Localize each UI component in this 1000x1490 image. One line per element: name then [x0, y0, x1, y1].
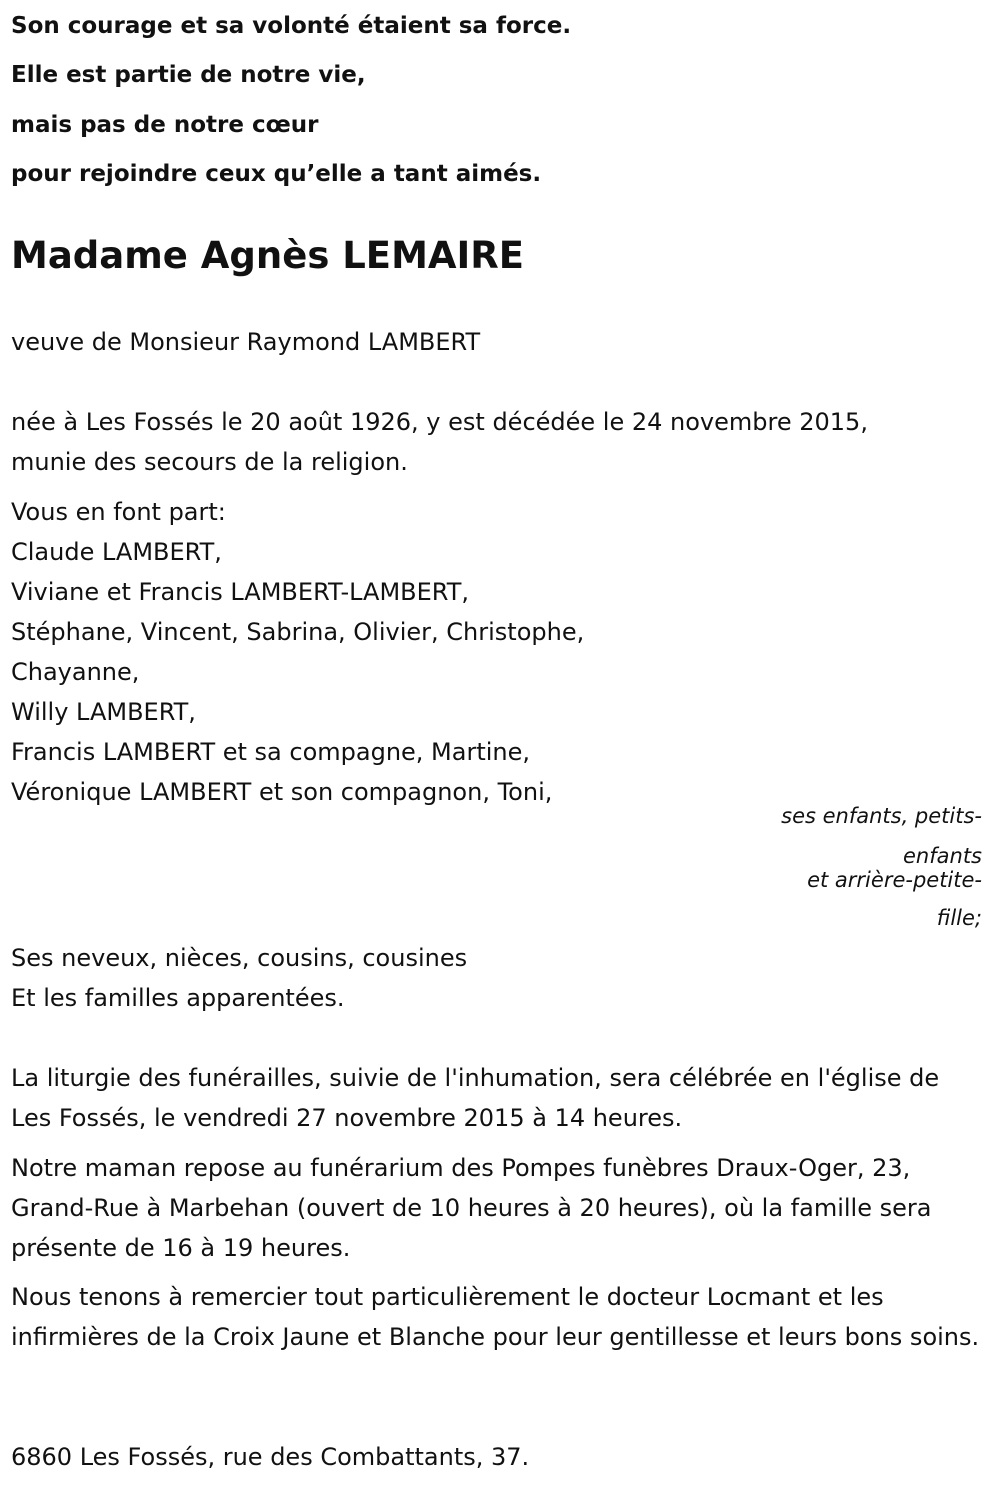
deceased-name: Madame Agnès LEMAIRE [11, 234, 525, 277]
poem-line-3: mais pas de notre cœur [11, 112, 319, 138]
widow-of-line: veuve de Monsieur Raymond LAMBERT [11, 328, 481, 356]
family-member: Francis LAMBERT et sa compagne, Martine, [11, 738, 531, 766]
extended-family-line-2: Et les familles apparentées. [11, 984, 345, 1012]
family-role-line-3: et arrière-petite- [807, 868, 982, 892]
announcers-intro: Vous en font part: [11, 498, 226, 526]
family-role-line-1: ses enfants, petits- [781, 804, 982, 828]
liturgy-paragraph: La liturgie des funérailles, suivie de l'inhumation, sera célébrée en l'église de Les Fossés, le vendredi 27 novembre 2015 à 14 heures. [11, 1064, 940, 1132]
birth-death-line-1: née à Les Fossés le 20 août 1926, y est décédée le 24 novembre 2015, [11, 408, 868, 436]
birth-death-line-2: munie des secours de la religion. [11, 448, 408, 476]
extended-family-line-1: Ses neveux, nièces, cousins, cousines [11, 944, 468, 972]
poem-line-1: Son courage et sa volonté étaient sa force. [11, 13, 572, 39]
family-member: Willy LAMBERT, [11, 698, 196, 726]
family-member: Stéphane, Vincent, Sabrina, Olivier, Christophe, [11, 618, 585, 646]
family-member: Claude LAMBERT, [11, 538, 222, 566]
family-member: Chayanne, [11, 658, 140, 686]
poem-line-4: pour rejoindre ceux qu’elle a tant aimés. [11, 161, 542, 187]
family-member: Viviane et Francis LAMBERT-LAMBERT, [11, 578, 470, 606]
family-role-line-4: fille; [936, 906, 982, 930]
address-line: 6860 Les Fossés, rue des Combattants, 37. [11, 1443, 530, 1471]
poem-line-2: Elle est partie de notre vie, [11, 62, 366, 88]
family-member: Véronique LAMBERT et son compagnon, Toni, [11, 778, 553, 806]
funerarium-paragraph: Notre maman repose au funérarium des Pompes funèbres Draux-Oger, 23, Grand-Rue à Marbehan (ouvert de 10 heures à 20 heures), où la famille sera présente de 16 à 19 heures. [11, 1154, 932, 1262]
family-role-line-2: enfants [903, 844, 982, 868]
thanks-paragraph: Nous tenons à remercier tout particulièrement le docteur Locmant et les infirmières de la Croix Jaune et Blanche pour leur gentillesse et leurs bons soins. [11, 1283, 980, 1351]
